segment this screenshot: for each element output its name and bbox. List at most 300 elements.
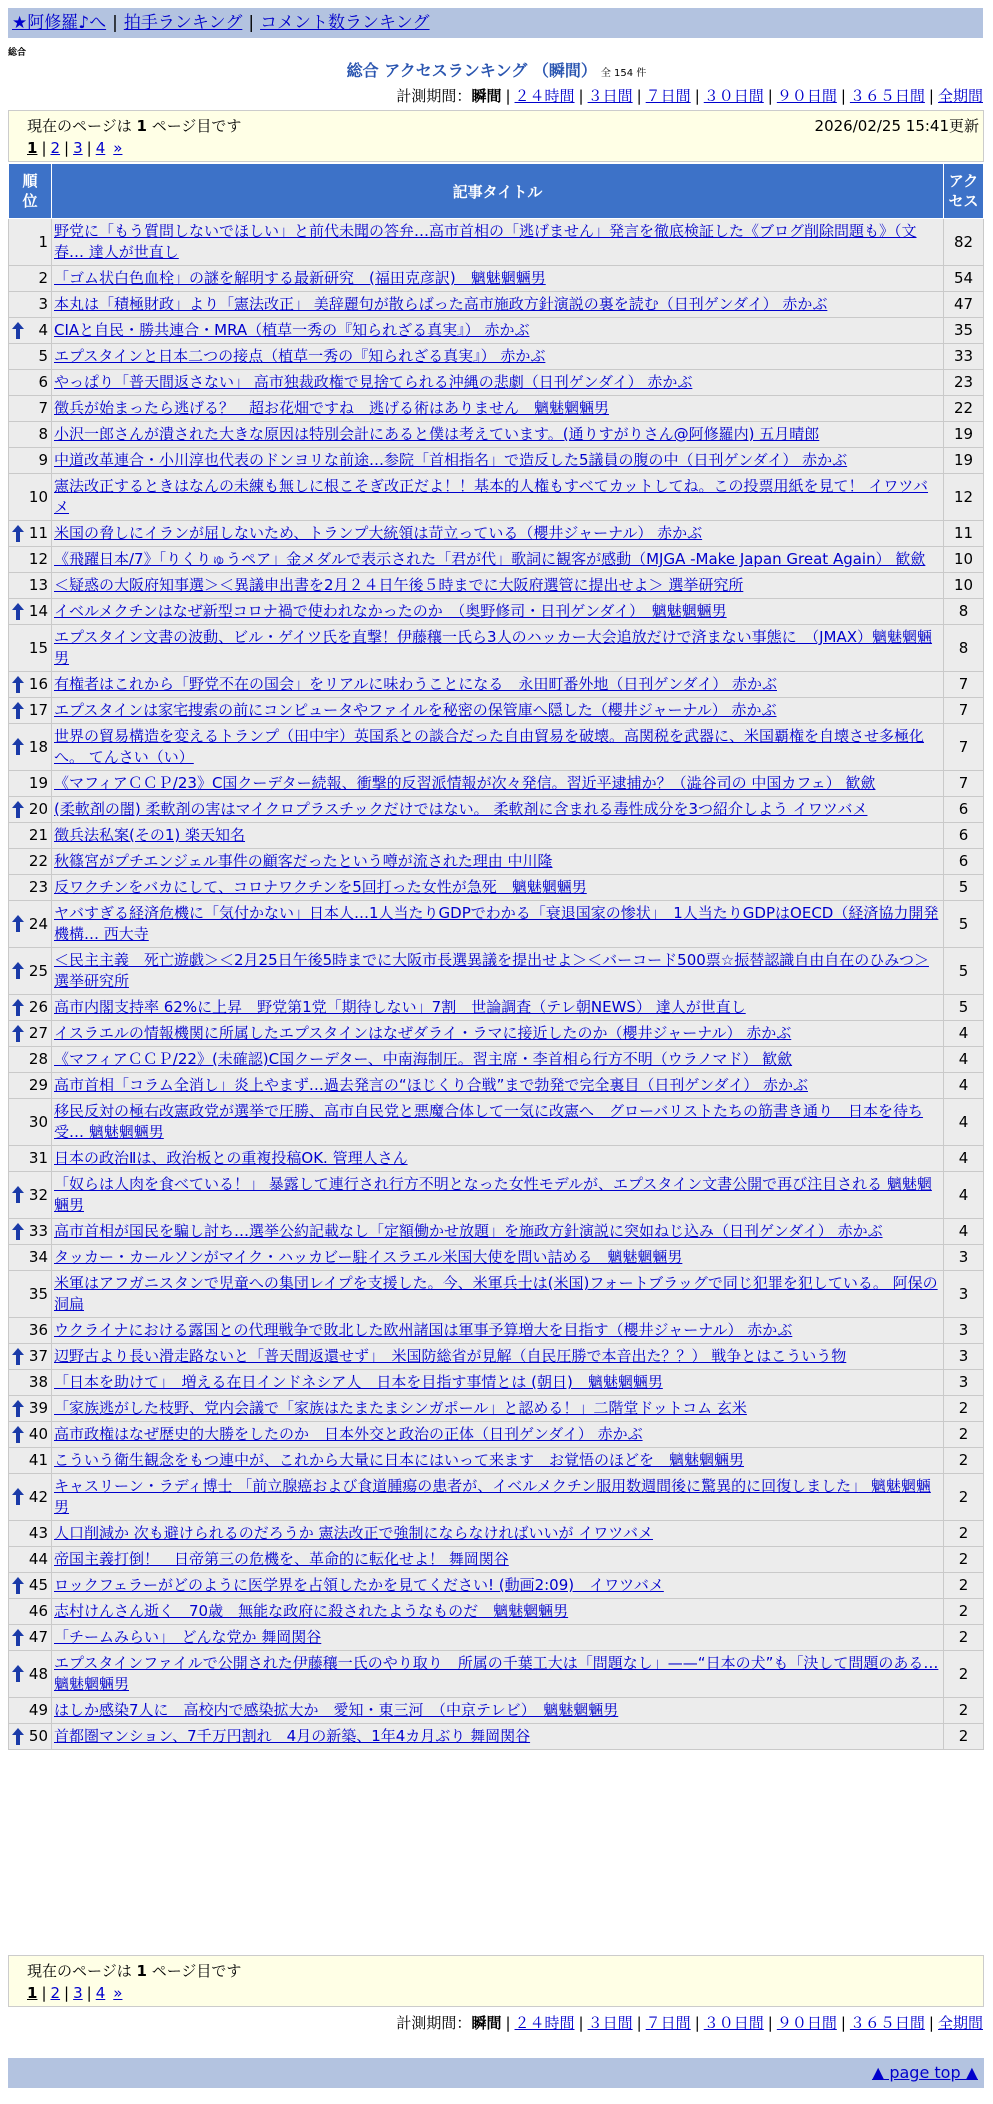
article-link[interactable]: 人口削減か 次も避けられるのだろうか 憲法改正で強制にならなければいいが イワツバメ	[54, 1524, 654, 1542]
article-link[interactable]: 「家族逃がした枝野、党内会議で「家族はたまたまシンガポール」と認める！」二階堂ドットコム 玄米	[54, 1399, 747, 1417]
article-link[interactable]: 首都圏マンション、7千万円割れ 4月の新築、1年4カ月ぶり 舞岡関谷	[54, 1727, 531, 1745]
access-count: 4	[944, 1172, 984, 1219]
title-cell	[52, 698, 944, 724]
updated-time: 2026/02/25 15:41更新	[814, 117, 979, 135]
title-cell	[52, 1146, 944, 1172]
rank-number: 17	[28, 701, 48, 719]
article-link[interactable]: 米軍はアフガニスタンで児童への集団レイプを支援した。今、米軍兵士は(米国)フォートブラッグで同じ犯罪を犯している。 阿保の洞扁	[54, 1274, 938, 1313]
article-link[interactable]: 《飛躍日本/7》「りくりゅうペア」金メダルで表示された「君が代」歌詞に観客が感動（MJGA -Make Japan Great Again） 歓歛	[54, 550, 926, 568]
access-count: 8	[944, 599, 984, 625]
article-link[interactable]: ヤバすぎる経済危機に「気付かない」日本人…1人当たりGDPでわかる「衰退国家の惨状」 1人当たりGDPはOECD（経済協力開発機構… 西大寺	[54, 904, 939, 943]
pager-separator: |	[64, 1984, 70, 2002]
article-link[interactable]: 反ワクチンをバカにして、コロナワクチンを5回打った女性が急死 魑魅魍魎男	[54, 878, 587, 896]
access-header: アクセス	[944, 164, 984, 219]
article-link[interactable]: エプスタインファイルで公開された伊藤穰一氏のやり取り 所属の千葉工大は「問題なし」——“日本の犬”も「決して問題のある… 魑魅魍魎男	[54, 1654, 939, 1693]
rank-number: 26	[28, 998, 48, 1016]
rank-cell	[9, 1573, 52, 1599]
article-link[interactable]: 野党に「もう質問しないでほしい」と前代未聞の答弁…高市首相の「逃げません」発言を徹底検証した《ブログ削除問題も》（文春… 達人が世直し	[54, 222, 917, 261]
article-link[interactable]: 中道改革連合・小川淳也代表のドンヨリな前途…参院「首相指名」で造反した5議員の腹の中（日刊ゲンダイ） 赤かぶ	[54, 451, 848, 469]
article-link[interactable]: イベルメクチンはなぜ新型コロナ禍で使われなかったのか （奥野修司・日刊ゲンダイ） 魑魅魍魎男	[54, 602, 727, 620]
rank-cell	[9, 599, 52, 625]
article-link[interactable]: 徴兵が始まったら逃げる？ 超お花畑ですね 逃げる術はありません 魑魅魍魎男	[54, 399, 610, 417]
period-separator: |	[928, 2014, 934, 2032]
table-row	[9, 599, 984, 625]
rank-number: 16	[28, 675, 48, 693]
article-link[interactable]: CIAと自民・勝共連合・MRA（植草一秀の『知られざる真実』） 赤かぶ	[54, 321, 530, 339]
table-row	[9, 948, 984, 995]
table-row	[9, 625, 984, 672]
article-link[interactable]: 日本の政治Ⅱは、政治板との重複投稿OK. 管理人さん	[54, 1149, 408, 1167]
article-link[interactable]: 高市首相「コラム全消し」炎上やまず…過去発言の“ほじくり合戦”まで勃発で完全裏目（日刊ゲンダイ） 赤かぶ	[54, 1076, 808, 1094]
article-link[interactable]: ＜疑惑の大阪府知事選＞＜異議申出書を2月２４日午後５時までに大阪府選管に提出せよ＞ 選挙研究所	[54, 576, 744, 594]
access-count: 7	[944, 724, 984, 771]
rank-number: 6	[38, 373, 48, 391]
ranking-table	[8, 163, 984, 1750]
article-link[interactable]: (柔軟剤の闇) 柔軟剤の害はマイクロプラスチックだけではない。 柔軟剤に含まれる毒性成分を3つ紹介しよう イワツバメ	[54, 800, 868, 818]
title-cell	[52, 219, 944, 266]
access-count: 11	[944, 521, 984, 547]
rank-cell	[9, 724, 52, 771]
rank-cell	[9, 547, 52, 573]
article-link[interactable]: 「チームみらい」 どんな党か 舞岡関谷	[54, 1628, 322, 1646]
rank-cell	[9, 1271, 52, 1318]
period-label: 計測期間：	[396, 87, 472, 105]
period-current: 瞬間	[471, 2014, 502, 2032]
rank-header: 順位	[9, 164, 52, 219]
rank-number: 4	[38, 321, 48, 339]
up-arrow-icon	[12, 1665, 24, 1682]
table-row	[9, 344, 984, 370]
up-arrow-icon	[12, 322, 24, 339]
article-link[interactable]: 徴兵法私案(その1) 楽天知名	[54, 826, 246, 844]
title-cell	[52, 1396, 944, 1422]
access-count: 4	[944, 1073, 984, 1099]
period-link[interactable]: 全期間	[937, 2014, 983, 2032]
up-arrow-icon	[12, 915, 24, 932]
rank-cell	[9, 1396, 52, 1422]
table-row	[9, 422, 984, 448]
article-link[interactable]: 憲法改正するときはなんの未練も無しに根こそぎ改正だよ！！基本的人権もすべてカットしてね。この投票用紙を見て！ イワツバメ	[54, 477, 929, 516]
table-row	[9, 1245, 984, 1271]
table-row	[9, 448, 984, 474]
article-link[interactable]: 世界の貿易構造を変えるトランプ（田中宇）英国系との談合だった自由貿易を破壊。高関税を武器に、米国覇権を自壊させ多極化へ。 てんさい（い）	[54, 727, 925, 766]
period-link[interactable]: ３６５日間	[849, 87, 925, 105]
access-count: 3	[944, 1245, 984, 1271]
article-link[interactable]: 「ゴム状白色血栓」の謎を解明する最新研究 (福田克彦訳) 魑魅魍魎男	[54, 269, 546, 287]
period-separator: |	[636, 2014, 642, 2032]
access-count: 82	[944, 219, 984, 266]
category-label: 総合	[8, 48, 27, 58]
table-row	[9, 396, 984, 422]
article-link[interactable]: ＜民主主義 死亡遊戯＞＜2月25日午後5時までに大阪市長選異議を提出せよ＞＜バーコード500票☆振替認識自由自在のひみつ＞ 選挙研究所	[54, 951, 929, 990]
table-row	[9, 1521, 984, 1547]
rank-cell	[9, 1724, 52, 1750]
article-link[interactable]: 移民反対の極右改憲政党が選挙で圧勝、高市自民党と悪魔合体して一気に改憲へ グローバリストたちの筋書き通り 日本を待ち受… 魑魅魍魎男	[54, 1102, 923, 1141]
rank-cell	[9, 1625, 52, 1651]
pager-link[interactable]: 2	[50, 139, 61, 157]
period-separator: |	[840, 87, 846, 105]
page-info-text-bottom	[27, 1960, 241, 1981]
article-link[interactable]: 本丸は「積極財政」より「憲法改正」 美辞麗句が散らばった高市施政方針演説の裏を読む（日刊ゲンダイ） 赤かぶ	[54, 295, 828, 313]
rank-cell	[9, 1370, 52, 1396]
rank-cell	[9, 1599, 52, 1625]
access-count: 3	[944, 1318, 984, 1344]
access-count: 2	[944, 1724, 984, 1750]
table-row	[9, 219, 984, 266]
up-arrow-icon	[12, 1577, 24, 1594]
table-row	[9, 1047, 984, 1073]
table-row	[9, 266, 984, 292]
rank-number: 27	[28, 1024, 48, 1042]
rank-cell	[9, 1219, 52, 1245]
article-link[interactable]: 志村けんさん逝く 70歳 無能な政府に殺されたようなものだ 魑魅魍魎男	[54, 1602, 569, 1620]
rank-cell	[9, 1651, 52, 1698]
period-separator: |	[767, 87, 773, 105]
home-link[interactable]: ★阿修羅♪へ	[12, 13, 107, 33]
rank-number: 35	[28, 1284, 48, 1303]
up-arrow-icon	[12, 738, 24, 755]
pager	[27, 139, 122, 157]
period-link[interactable]: ３６５日間	[849, 2014, 925, 2032]
access-count: 4	[944, 1021, 984, 1047]
rank-cell	[9, 823, 52, 849]
article-link[interactable]: エプスタインは家宅捜索の前にコンピュータやファイルを秘密の保管庫へ隠した（櫻井ジャーナル） 赤かぶ	[54, 701, 777, 719]
rank-number: 40	[28, 1425, 48, 1443]
title-cell	[52, 672, 944, 698]
period-separator: |	[694, 87, 700, 105]
rank-number: 48	[28, 1664, 48, 1683]
page-info-suffix: ページ目です	[151, 117, 242, 135]
access-count: 3	[944, 1370, 984, 1396]
access-count: 4	[944, 1047, 984, 1073]
period-link[interactable]: ７日間	[645, 2014, 691, 2032]
period-separator: |	[694, 2014, 700, 2032]
title-cell	[52, 1724, 944, 1750]
pager-link[interactable]: 3	[73, 1984, 83, 2002]
title-cell	[52, 547, 944, 573]
rank-number: 50	[28, 1727, 48, 1745]
bottom-nav-bar	[8, 2058, 984, 2088]
access-count: 2	[944, 1547, 984, 1573]
rank-cell	[9, 1448, 52, 1474]
rank-cell	[9, 521, 52, 547]
access-count: 2	[944, 1396, 984, 1422]
page-info-current: 1	[136, 117, 147, 135]
table-row	[9, 1651, 984, 1698]
period-link[interactable]: ９０日間	[776, 87, 837, 105]
title-cell	[52, 266, 944, 292]
period-selector-bottom	[396, 2013, 983, 2033]
table-row	[9, 901, 984, 948]
pager-current: 1	[27, 139, 38, 157]
rank-cell	[9, 448, 52, 474]
rank-number: 21	[28, 826, 48, 844]
pager-link[interactable]: 4	[95, 139, 106, 157]
table-row	[9, 1474, 984, 1521]
rank-number: 38	[28, 1373, 48, 1391]
article-link[interactable]: タッカー・カールソンがマイク・ハッカビー駐イスラエル米国大使を問い詰める 魑魅魍魎男	[54, 1248, 683, 1266]
period-separator: |	[578, 87, 584, 105]
rank-number: 28	[28, 1050, 48, 1068]
rank-cell	[9, 1047, 52, 1073]
rank-number: 9	[38, 451, 48, 469]
access-count: 12	[944, 474, 984, 521]
page-info-text	[27, 115, 241, 136]
article-link[interactable]: 《マフィアＣＣＰ/22》(未確認)C国クーデター、中南海制圧。習主席・李首相ら行方不明（ウラノマド） 歓歛	[54, 1050, 793, 1068]
clap-ranking-link[interactable]: 拍手ランキング	[123, 13, 243, 33]
page-info-current: 1	[136, 1962, 147, 1980]
table-row	[9, 1219, 984, 1245]
table-row	[9, 724, 984, 771]
rank-number: 36	[28, 1321, 48, 1339]
access-count: 7	[944, 771, 984, 797]
title-cell	[52, 1047, 944, 1073]
comment-ranking-link[interactable]: コメント数ランキング	[260, 13, 430, 33]
article-link[interactable]: やっぱり「普天間返さない」 高市独裁政権で見捨てられる沖縄の悲劇（日刊ゲンダイ） 赤かぶ	[54, 373, 693, 391]
page-top-link[interactable]: ▲ page top ▲	[871, 2063, 978, 2082]
table-row	[9, 1146, 984, 1172]
access-count: 7	[944, 698, 984, 724]
rank-number: 19	[28, 774, 48, 792]
rank-number: 39	[28, 1399, 48, 1417]
rank-number: 18	[28, 737, 48, 756]
page-title	[0, 58, 993, 81]
period-link[interactable]: ７日間	[645, 87, 691, 105]
table-row	[9, 1625, 984, 1651]
title-cell	[52, 724, 944, 771]
rank-cell	[9, 219, 52, 266]
rank-cell	[9, 1073, 52, 1099]
article-link[interactable]: ウクライナにおける露国との代理戦争で敗北した欧州諸国は軍事予算増大を目指す（櫻井ジャーナル） 赤かぶ	[54, 1321, 793, 1339]
period-current: 瞬間	[471, 87, 502, 105]
rank-cell	[9, 1245, 52, 1271]
table-row	[9, 995, 984, 1021]
article-link[interactable]: イスラエルの情報機関に所属したエプスタインはなぜダライ・ラマに接近したのか（櫻井ジャーナル） 赤かぶ	[54, 1024, 792, 1042]
table-row	[9, 1271, 984, 1318]
up-arrow-icon	[12, 1186, 24, 1203]
article-link[interactable]: 「日本を助けて」 増える在日インドネシア人 日本を目指す事情とは (朝日) 魑魅魍魎男	[54, 1373, 663, 1391]
title-cell	[52, 1547, 944, 1573]
article-link[interactable]: 辺野古より長い滑走路ないと「普天間返還せず」 米国防総省が見解（自民圧勝で本音出た？？） 戦争とはこういう物	[54, 1347, 847, 1365]
table-row	[9, 318, 984, 344]
access-count: 22	[944, 396, 984, 422]
rank-number: 33	[28, 1222, 48, 1240]
table-row	[9, 1099, 984, 1146]
rank-number: 5	[38, 347, 48, 365]
up-arrow-icon	[12, 1629, 24, 1646]
up-arrow-icon	[12, 1348, 24, 1365]
rank-number: 32	[28, 1185, 48, 1204]
rank-cell	[9, 344, 52, 370]
table-row	[9, 1422, 984, 1448]
rank-cell	[9, 625, 52, 672]
article-link[interactable]: 高市首相が国民を騙し討ち…選挙公約記載なし「定額働かせ放題」を施政方針演説に突如ねじ込み（日刊ゲンダイ） 赤かぶ	[54, 1222, 883, 1240]
title-cell	[52, 1073, 944, 1099]
access-count: 3	[944, 1271, 984, 1318]
pager-link[interactable]: 2	[50, 1984, 61, 2002]
access-count: 3	[944, 1344, 984, 1370]
access-count: 54	[944, 266, 984, 292]
title-cell	[52, 1271, 944, 1318]
rank-number: 47	[28, 1628, 48, 1646]
pager-separator: |	[86, 139, 92, 157]
rank-number: 41	[28, 1451, 48, 1469]
article-link[interactable]: 帝国主義打倒！ 日帝第三の危機を、革命的に転化せよ！ 舞岡関谷	[54, 1550, 509, 1568]
up-arrow-icon	[12, 962, 24, 979]
period-link[interactable]: ３０日間	[703, 2014, 764, 2032]
access-count: 35	[944, 318, 984, 344]
rank-number: 7	[38, 399, 48, 417]
access-count: 7	[944, 672, 984, 698]
access-count: 2	[944, 1698, 984, 1724]
rank-cell	[9, 422, 52, 448]
table-row	[9, 1396, 984, 1422]
access-count: 6	[944, 849, 984, 875]
title-cell	[52, 521, 944, 547]
pager-next-link[interactable]: »	[113, 1984, 123, 2002]
access-count: 5	[944, 901, 984, 948]
access-count: 47	[944, 292, 984, 318]
title-cell	[52, 875, 944, 901]
article-link[interactable]: 高市政権はなぜ歴史的大勝をしたのか 日本外交と政治の正体（日刊ゲンダイ） 赤かぶ	[54, 1425, 643, 1443]
rank-cell	[9, 1521, 52, 1547]
table-row	[9, 1547, 984, 1573]
title-cell	[52, 1422, 944, 1448]
title-cell	[52, 1625, 944, 1651]
period-link[interactable]: 全期間	[937, 87, 983, 105]
up-arrow-icon	[12, 702, 24, 719]
title-cell	[52, 849, 944, 875]
article-link[interactable]: 米国の脅しにイランが屈しないため、トランプ大統領は苛立っている（櫻井ジャーナル） 赤かぶ	[54, 524, 703, 542]
period-link[interactable]: ２４時間	[514, 87, 575, 105]
table-row	[9, 1698, 984, 1724]
article-link[interactable]: 有権者はこれから「野党不在の国会」をリアルに味わうことになる 永田町番外地（日刊ゲンダイ） 赤かぶ	[54, 675, 777, 693]
access-count: 2	[944, 1521, 984, 1547]
access-count: 5	[944, 875, 984, 901]
rank-cell	[9, 948, 52, 995]
rank-number: 44	[28, 1550, 48, 1568]
table-row	[9, 1021, 984, 1047]
nav-separator: |	[248, 13, 255, 33]
rank-number: 10	[28, 487, 48, 506]
title-header: 記事タイトル	[52, 164, 944, 219]
rank-number: 22	[28, 852, 48, 870]
pager-next-link[interactable]: »	[113, 139, 123, 157]
article-link[interactable]: ロックフェラーがどのように医学界を占領したかを見てください! (動画2:09) イワツバメ	[54, 1576, 664, 1594]
article-link[interactable]: 「奴らは人肉を食べている！」 暴露して連行され行方不明となった女性モデルが、エプスタイン文書公開で再び注目される 魑魅魍魎男	[54, 1175, 932, 1214]
table-row	[9, 771, 984, 797]
period-link[interactable]: ２４時間	[514, 2014, 575, 2032]
rank-cell	[9, 995, 52, 1021]
title-cell	[52, 797, 944, 823]
period-link[interactable]: ３０日間	[703, 87, 764, 105]
table-row	[9, 823, 984, 849]
title-cell	[52, 396, 944, 422]
article-link[interactable]: キャスリーン・ラディ博士 「前立腺癌および食道腫瘍の患者が、イベルメクチン服用数週間後に驚異的に回復しました」 魑魅魍魎男	[54, 1477, 931, 1516]
title-cell	[52, 1172, 944, 1219]
rank-cell	[9, 1698, 52, 1724]
title-cell	[52, 1698, 944, 1724]
title-cell	[52, 1344, 944, 1370]
table-row	[9, 1724, 984, 1750]
title-cell	[52, 422, 944, 448]
title-cell	[52, 318, 944, 344]
title-cell	[52, 995, 944, 1021]
access-count: 4	[944, 1146, 984, 1172]
up-arrow-icon	[12, 1426, 24, 1443]
rank-cell	[9, 318, 52, 344]
rank-cell	[9, 771, 52, 797]
title-cell	[52, 370, 944, 396]
title-cell	[52, 625, 944, 672]
title-cell	[52, 1474, 944, 1521]
rank-cell	[9, 849, 52, 875]
article-link[interactable]: 高市内閣支持率 62%に上昇 野党第1党「期待しない」7割 世論調査（テレ朝NEWS） 達人が世直し	[54, 998, 746, 1016]
table-row	[9, 573, 984, 599]
article-link[interactable]: 《マフィアＣＣＰ/23》C国クーデター続報、衝撃的反習派情報が次々発信。習近平逮捕か？（澁谷司の 中国カフェ） 歓歛	[54, 774, 876, 792]
rank-number: 37	[28, 1347, 48, 1365]
period-selector	[396, 86, 983, 106]
access-count: 2	[944, 1625, 984, 1651]
period-link[interactable]: ３日間	[587, 87, 633, 105]
title-cell	[52, 1318, 944, 1344]
up-arrow-icon	[12, 1488, 24, 1505]
page-info-suffix: ページ目です	[151, 1962, 242, 1980]
rank-cell	[9, 573, 52, 599]
period-separator: |	[505, 2014, 511, 2032]
article-link[interactable]: 秋篠宮がプチエンジェル事件の顧客だったという噂が流された理由 中川隆	[54, 852, 553, 870]
period-link[interactable]: ９０日間	[776, 2014, 837, 2032]
title-cell	[52, 474, 944, 521]
table-row	[9, 370, 984, 396]
pager-link[interactable]: 4	[95, 1984, 106, 2002]
up-arrow-icon	[12, 603, 24, 620]
rank-cell	[9, 266, 52, 292]
rank-number: 8	[38, 425, 48, 443]
table-row	[9, 1370, 984, 1396]
total-count: 全 154 件	[600, 68, 647, 79]
access-count: 23	[944, 370, 984, 396]
article-link[interactable]: エプスタイン文書の波動、ビル・ゲイツ氏を直撃！伊藤穰一氏ら3人のハッカー大会追放だけで済まない事態に （JMAX）魑魅魍魎男	[54, 628, 933, 667]
article-link[interactable]: こういう衛生観念をもつ連中が、これから大量に日本にはいって来ます お覚悟のほどを 魑魅魍魎男	[54, 1451, 745, 1469]
pager-link[interactable]: 3	[73, 139, 83, 157]
access-count: 10	[944, 573, 984, 599]
period-separator: |	[578, 2014, 584, 2032]
article-link[interactable]: エプスタインと日本二つの接点（植草一秀の『知られざる真実』） 赤かぶ	[54, 347, 546, 365]
table-row	[9, 521, 984, 547]
rank-cell	[9, 1422, 52, 1448]
access-count: 2	[944, 1422, 984, 1448]
period-link[interactable]: ３日間	[587, 2014, 633, 2032]
table-row	[9, 1344, 984, 1370]
table-row	[9, 1073, 984, 1099]
rank-number: 24	[28, 914, 48, 933]
article-link[interactable]: はしか感染7人に 高校内で感染拡大か 愛知・東三河 （中京テレビ） 魑魅魍魎男	[54, 1701, 619, 1719]
title-cell	[52, 1099, 944, 1146]
access-count: 5	[944, 995, 984, 1021]
article-link[interactable]: 小沢一郎さんが潰された大きな原因は特別会計にあると僕は考えています。(通りすがりさん@阿修羅内) 五月晴郎	[54, 425, 820, 443]
rank-number: 30	[28, 1112, 48, 1131]
title-cell	[52, 344, 944, 370]
table-row	[9, 672, 984, 698]
table-row	[9, 547, 984, 573]
title-cell	[52, 1021, 944, 1047]
rank-cell	[9, 672, 52, 698]
rank-number: 20	[28, 800, 48, 818]
title-cell	[52, 1219, 944, 1245]
page-info-box-bottom	[8, 1955, 984, 2007]
access-count: 19	[944, 422, 984, 448]
